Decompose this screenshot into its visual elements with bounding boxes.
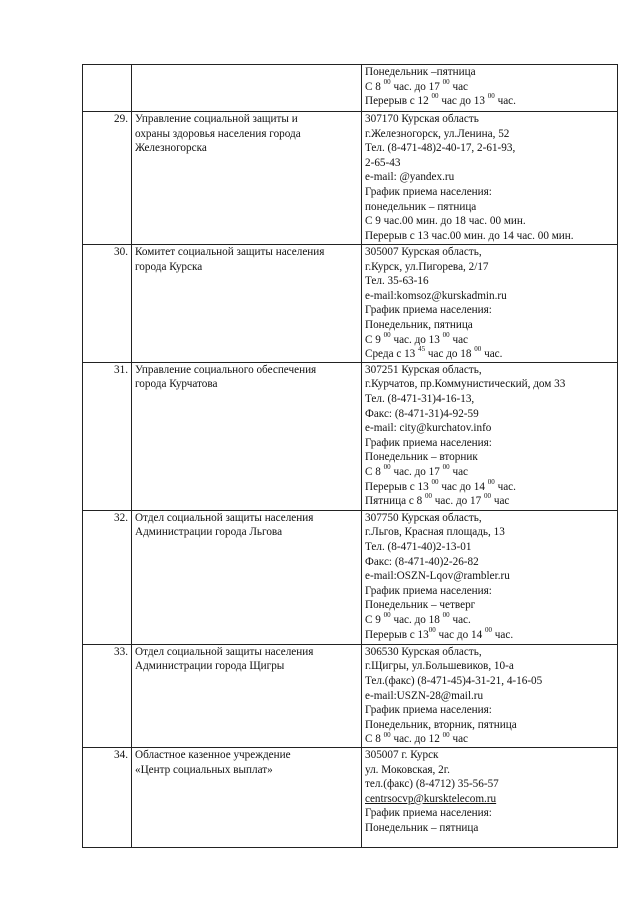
cell-line: e-mail: @yandex.ru (365, 171, 455, 184)
cell-line: 307251 Курская область, (365, 363, 482, 376)
cell-line: С 8 $^{00}$ час. до 12 $^{00}$ час (365, 730, 469, 746)
row-number: 29. (83, 112, 132, 245)
cell-line: С 9 час.00 мин. до 18 час. 00 мин. (365, 215, 526, 228)
table-row (83, 644, 618, 747)
cell-line: e-mail:komsoz@kurskadmin.ru (365, 289, 507, 302)
cell-line: Понедельник –пятница (365, 66, 476, 78)
cell-line: e-mail: city@kurchatov.info (365, 422, 492, 435)
cell-line: охраны здоровья населения города (135, 127, 301, 140)
organization-name (132, 112, 362, 245)
cell-line: «Центр социальных выплат» (135, 763, 273, 776)
cell-line: Понедельник – вторник (365, 451, 478, 464)
cell-line: Тел.(факс) (8-471-45)4-31-21, 4-16-05 (365, 674, 543, 687)
cell-line: e-mail:OSZN-Lqov@rambler.ru (365, 570, 510, 583)
cell-line: Факс: (8-471-31)4-92-59 (365, 407, 479, 420)
cell-line: График приема населения: (365, 436, 492, 449)
cell-line: ул. Моковская, 2г. (365, 763, 450, 776)
cell-line: 306530 Курская область, (365, 645, 482, 658)
cell-line: С 8 $^{00}$ час. до 17 $^{00}$ час (365, 77, 469, 93)
cell-line: Перерыв с 13 час.00 мин. до 14 час. 00 мин. (365, 229, 574, 242)
cell-line: Комитет социальной защиты населения (135, 246, 325, 258)
organization-name (132, 510, 362, 644)
row-number: 33. (83, 644, 132, 747)
cell-line: С 9 $^{00}$ час. до 13 $^{00}$ час (365, 330, 469, 346)
cell-line: График приема населения: (365, 304, 492, 317)
cell-line: С 9 $^{00}$ час. до 18 $^{00}$ час. (365, 611, 471, 626)
cell-line: города Курска (135, 260, 203, 273)
cell-line: Отдел социальной защиты населения (135, 511, 314, 524)
cell-line: centrsocvp@kursktelecom.ru (365, 792, 497, 805)
cell-line: График приема населения: (365, 704, 492, 717)
cell-line: Перерыв с 12 $^{00}$ час до 13 $^{00}$ час. (365, 92, 516, 108)
social-services-table (82, 64, 618, 848)
organization-name (132, 644, 362, 747)
cell-line: г.Железногорск, ул.Ленина, 52 (365, 127, 510, 140)
cell-line: г.Курск, ул.Пигорева, 2/17 (365, 260, 489, 273)
cell-line: Понедельник, вторник, пятница (365, 718, 517, 731)
organization-name (132, 747, 362, 847)
cell-line: e-mail:USZN-28@mail.ru (365, 689, 484, 702)
cell-line: города Курчатова (135, 378, 218, 391)
cell-line: Понедельник – пятница (365, 821, 479, 834)
cell-line: тел.(факс) (8-4712) 35-56-57 (365, 778, 499, 791)
row-number: 34. (83, 747, 132, 847)
table-row (83, 65, 618, 112)
contact-details (362, 747, 618, 847)
contact-details (362, 245, 618, 363)
cell-line: Понедельник – четверг (365, 599, 476, 612)
cell-line: Понедельник, пятница (365, 318, 473, 331)
cell-line: Тел. (8-471-48)2-40-17, 2-61-93, (365, 142, 516, 155)
cell-line: Управление социальной защиты и (135, 113, 298, 125)
cell-line: Администрации города Щигры (135, 660, 285, 673)
row-number (83, 65, 132, 112)
cell-line: г.Щигры, ул.Большевиков, 10-а (365, 660, 514, 673)
cell-line: График приема населения: (365, 185, 492, 198)
row-number: 32. (83, 510, 132, 644)
cell-line: Перерыв с $13^{00}$ час до 14 $^{00}$ час. (365, 625, 514, 641)
table-row (83, 747, 618, 847)
table-row (83, 362, 618, 510)
cell-line: График приема населения: (365, 584, 492, 597)
cell-line: Управление социального обеспечения (135, 363, 317, 376)
contact-details (362, 112, 618, 245)
cell-line: Перерыв с 13 $^{00}$ час до 14 $^{00}$ час. (365, 477, 516, 493)
table-row (83, 510, 618, 644)
cell-line: Железногорска (135, 142, 207, 155)
organization-name (132, 245, 362, 363)
cell-line: График приема населения: (365, 807, 492, 820)
contact-details (362, 510, 618, 644)
cell-line: Тел. 35-63-16 (365, 275, 429, 288)
cell-line: 305007 Курская область, (365, 246, 482, 258)
organization-name (132, 362, 362, 510)
cell-line: 307170 Курская область (365, 113, 479, 125)
cell-line: Пятница с 8 $^{00}$ час. до 17 $^{00}$ час (365, 492, 510, 508)
cell-line: Администрации города Льгова (135, 526, 283, 539)
row-number: 30. (83, 245, 132, 363)
cell-line: Тел. (8-471-40)2-13-01 (365, 540, 472, 553)
cell-line: 307750 Курская область, (365, 511, 482, 524)
cell-line: г.Курчатов, пр.Коммунистический, дом 33 (365, 378, 566, 391)
contact-details (362, 644, 618, 747)
cell-line: 2-65-43 (365, 156, 401, 169)
cell-line: С 8 $^{00}$ час. до 17 $^{00}$ час (365, 463, 469, 478)
cell-line: Отдел социальной защиты населения (135, 645, 314, 658)
contact-details (362, 65, 618, 112)
cell-line: Факс: (8-471-40)2-26-82 (365, 555, 479, 568)
cell-line: 305007 г. Курск (365, 748, 439, 761)
cell-line: понедельник – пятница (365, 200, 477, 213)
organization-name (132, 65, 362, 112)
cell-line: Тел. (8-471-31)4-16-13, (365, 392, 475, 405)
table-row (83, 245, 618, 363)
table-row (83, 112, 618, 245)
cell-line: Областное казенное учреждение (135, 748, 291, 761)
cell-line: г.Льгов, Красная площадь, 13 (365, 526, 505, 539)
row-number: 31. (83, 362, 132, 510)
cell-line: Среда с 13 $^{45}$ час до 18 $^{00}$ час. (365, 345, 503, 361)
contact-details (362, 362, 618, 510)
